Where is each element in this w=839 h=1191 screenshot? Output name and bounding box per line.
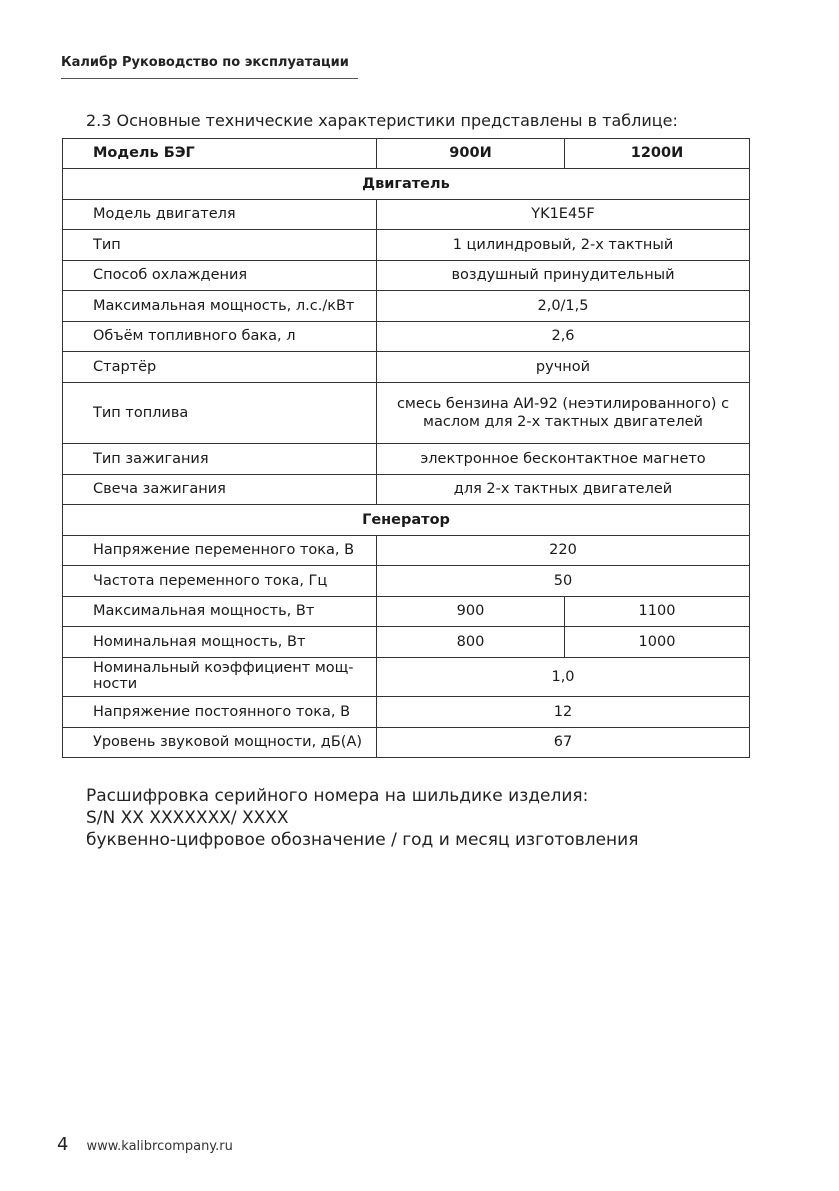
row-value: 2,0/1,5 <box>377 291 750 322</box>
power-factor-label-1: Номинальный коэффициент мощ- <box>93 660 354 677</box>
row-label: Тип зажигания <box>63 444 377 475</box>
row-value: ручной <box>377 352 750 383</box>
row-value: 50 <box>377 566 750 597</box>
page-number: 4 <box>57 1134 69 1155</box>
row-label <box>63 658 377 697</box>
table-row <box>63 597 750 627</box>
row-value: воздушный принудительный <box>377 261 750 291</box>
power-factor-label-2: ности <box>93 676 138 692</box>
fuel-line-1: смесь бензина АИ-92 (неэтилированного) с <box>396 395 730 412</box>
row-value: для 2-х тактных двигателей <box>377 475 750 505</box>
value-900: 900 <box>377 597 565 627</box>
row-label: Уровень звуковой мощности, дБ(А) <box>63 728 377 758</box>
value-900: 800 <box>377 627 565 658</box>
serial-explanation <box>86 785 638 851</box>
page-footer <box>57 1134 233 1155</box>
row-label: Тип <box>63 230 377 261</box>
row-value: 1 цилиндровый, 2-х тактный <box>377 230 750 261</box>
section-row <box>63 169 750 200</box>
serial-line-2: S/N XX XXXXXXX/ XXXX <box>86 808 289 828</box>
row-label: Максимальная мощность, Вт <box>63 597 377 627</box>
table-row <box>63 475 750 505</box>
footer-url[interactable]: www.kalibrcompany.ru <box>86 1139 233 1154</box>
table-row <box>63 352 750 383</box>
running-header: Калибр Руководство по эксплуатации <box>61 55 358 79</box>
value-1200: 1000 <box>565 627 750 658</box>
row-label: Номинальная мощность, Вт <box>63 627 377 658</box>
row-label: Напряжение переменного тока, В <box>63 536 377 566</box>
row-label: Свеча зажигания <box>63 475 377 505</box>
fuel-line-2: маслом для 2-х тактных двигателей <box>423 414 703 430</box>
table-row <box>63 261 750 291</box>
row-value: 2,6 <box>377 322 750 352</box>
section-row <box>63 505 750 536</box>
row-value: 67 <box>377 728 750 758</box>
table-row <box>63 139 750 169</box>
serial-line-1: Расшифровка серийного номера на шильдике изделия: <box>86 786 589 806</box>
table-row <box>63 383 750 444</box>
table-row <box>63 200 750 230</box>
row-value <box>377 383 750 444</box>
engine-section-title: Двигатель <box>63 169 750 200</box>
table-row <box>63 230 750 261</box>
table-row <box>63 444 750 475</box>
row-value: 1,0 <box>377 658 750 697</box>
table-row <box>63 291 750 322</box>
model-1200-header: 1200И <box>565 139 750 169</box>
row-label: Тип топлива <box>63 383 377 444</box>
row-label: Максимальная мощность, л.с./кВт <box>63 291 377 322</box>
row-label: Объём топливного бака, л <box>63 322 377 352</box>
table-row <box>63 697 750 728</box>
table-row <box>63 566 750 597</box>
model-900-header: 900И <box>377 139 565 169</box>
row-label: Частота переменного тока, Гц <box>63 566 377 597</box>
serial-line-3: буквенно-цифровое обозначение / год и месяц изготовления <box>86 830 639 850</box>
row-label: Напряжение постоянного тока, В <box>63 697 377 728</box>
spec-table <box>62 138 750 758</box>
table-intro: 2.3 Основные технические характеристики представлены в таблице: <box>86 111 678 130</box>
table-row <box>63 728 750 758</box>
table-row <box>63 627 750 658</box>
row-label: Способ охлаждения <box>63 261 377 291</box>
table-row <box>63 536 750 566</box>
row-value: YK1E45F <box>377 200 750 230</box>
table-row <box>63 658 750 697</box>
row-label: Стартёр <box>63 352 377 383</box>
model-header-cell: Модель БЭГ <box>63 139 377 169</box>
value-1200: 1100 <box>565 597 750 627</box>
row-value: 220 <box>377 536 750 566</box>
row-value: 12 <box>377 697 750 728</box>
row-label: Модель двигателя <box>63 200 377 230</box>
row-value: электронное бесконтактное магнето <box>377 444 750 475</box>
table-row <box>63 322 750 352</box>
generator-section-title: Генератор <box>63 505 750 536</box>
